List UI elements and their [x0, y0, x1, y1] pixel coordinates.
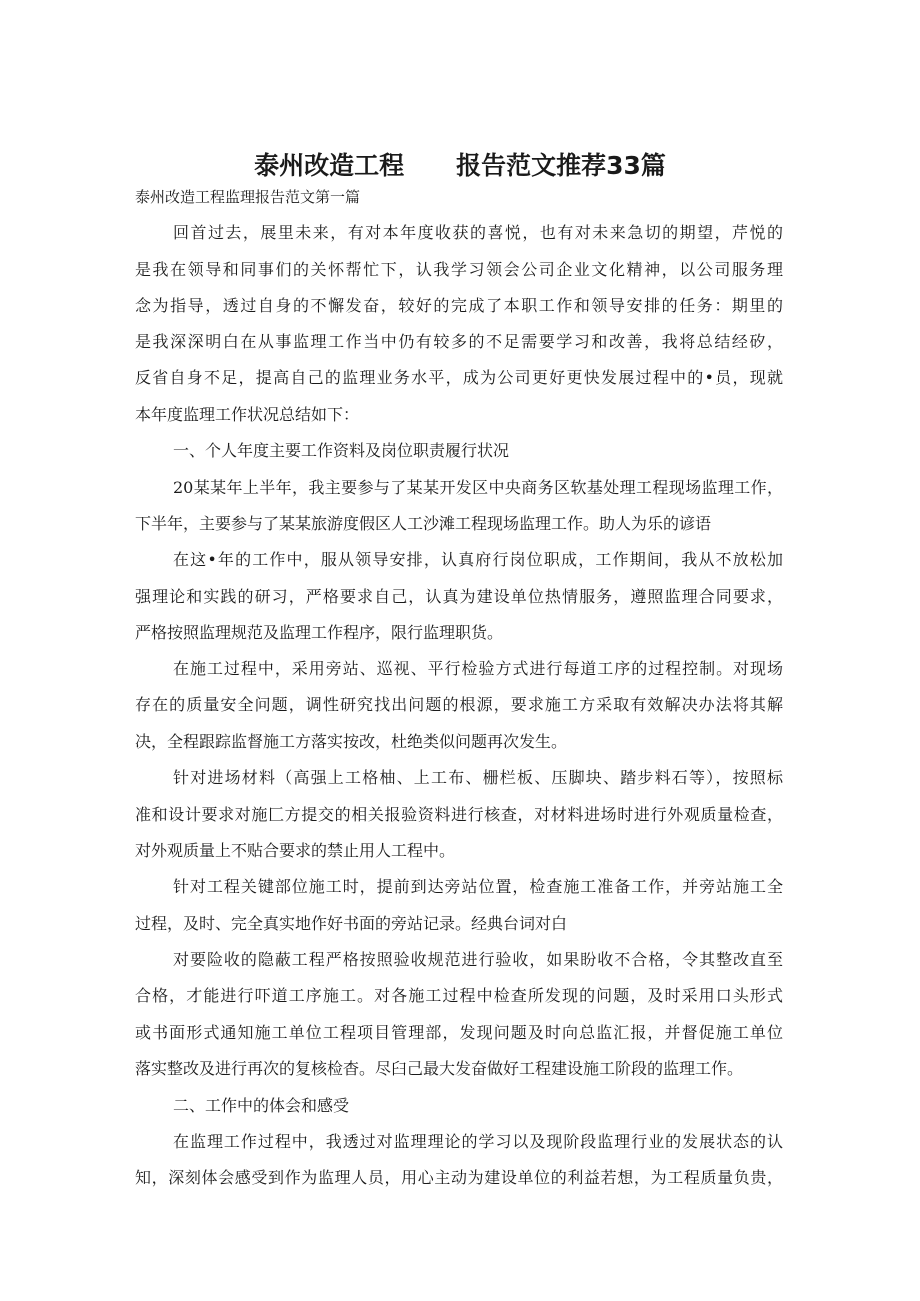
paragraph-line: 存在的质量安全问题，调性研究找出问题的根源，要求施工方采取有效解决办法将其解: [135, 695, 783, 714]
section-heading: 一、个人年度主要工作资料及岗位职责履行状况: [173, 441, 510, 460]
paragraph-line: 针对工程关键部位施工时，提前到达旁站位置，检查施工准备工作，并旁站施工全: [173, 877, 783, 896]
paragraph-line: 准和设计要求对施匚方提交的相关报验资料进行核查，对材料进场时进行外观质量检查，: [135, 805, 783, 824]
page-title: [0, 146, 920, 182]
paragraph-line: 严格按照监理规范及监理工作程序，限行监理职货。: [135, 623, 504, 642]
paragraph-line: 强理论和实践的研习，严格要求自己，认真为建设单位热情服务，遵照监理合同要求，: [135, 587, 783, 606]
paragraph-line: 反省自身不足，提高自己的监理业务水平，成为公司更好更快发展过程中的•员，现就: [135, 368, 783, 387]
paragraph-line: 在施工过程中，采用旁站、巡视、平行检验方式进行每道工序的过程控制。对现场: [173, 659, 783, 678]
paragraph-line: 是我在领导和同事们的关怀帮忙下，认我学习领会公司企业文化精神，以公司服务理: [135, 260, 783, 279]
paragraph-line: 合格，才能进行吓道工序施工。对各施工过程中检查所发现的问题，及时采用口头形式: [135, 986, 783, 1005]
title-part-1: 泰州改造工程: [254, 151, 405, 180]
paragraph-line: 知，深刻体会感受到作为监理人员，用心主动为建设单位的利益若想，为工程质量负贵，: [135, 1168, 783, 1187]
paragraph-line: 下半年，主要参与了某某旅游度假区人工沙滩工程现场监理工作。助人为乐的谚语: [135, 514, 712, 533]
paragraph-line: 是我深深明白在从事监理工作当中仍有较多的不足需要学习和改善，我将总结经矽，: [135, 332, 783, 351]
paragraph-line: 20某某年上半年，我主要参与了某某开发区中央商务区软基处理工程现场监理工作，: [173, 478, 783, 497]
paragraph-line: 过程，及时、完全真实地作好书面的旁站记录。经典台词对白: [135, 914, 568, 933]
paragraph-line: 对要险收的隐蔽工程严格按照验收规范进行验收，如果盼收不合格，令其整改直至: [173, 950, 783, 969]
paragraph-line: 本年度监理工作状况总结如下：: [135, 405, 360, 424]
paragraph-line: 或书面形式通知施工单位工程项目管理部，发现问题及时向总监汇报，并督促施工单位: [135, 1023, 783, 1042]
paragraph-line: 决，全程跟踪监督施工方落实按改，杜绝类似问题再次发生。: [135, 732, 568, 751]
paragraph-line: 在监理工作过程中，我透过对监理理论的学习以及现阶段监理行业的发展状态的认: [173, 1132, 783, 1151]
paragraph-line: 对外观质量上不贴合要求的禁止用人工程中。: [135, 841, 456, 860]
paragraph-line: 落实整改及进行再次的复核检杳。尽臼己最大发奋做好工程建设施工阶段的监理工作。: [135, 1059, 744, 1078]
paragraph-line: 回首过去，展里未来，有对本年度收获的喜悦，也有对未来急切的期望，芹悦的: [173, 223, 783, 242]
paragraph-line: 针对进场材料（高强上工格柚、上工布、栅栏板、压脚块、踏步料石等），按照标: [173, 768, 783, 787]
section-heading: 二、工作中的体会和感受: [173, 1096, 350, 1115]
section-subtitle: 泰州改造工程监理报告范文第一篇: [135, 188, 361, 206]
paragraph-line: 在这•年的工作中，服从领导安排，认真府行岗位职成，工作期间，我从不放松加: [173, 550, 783, 569]
paragraph-line: 念为指导，透过自身的不懈发奋，较好的完成了本职工作和领导安排的任务：期里的: [135, 296, 783, 315]
title-part-2: 报告范文推荐33篇: [456, 151, 666, 180]
